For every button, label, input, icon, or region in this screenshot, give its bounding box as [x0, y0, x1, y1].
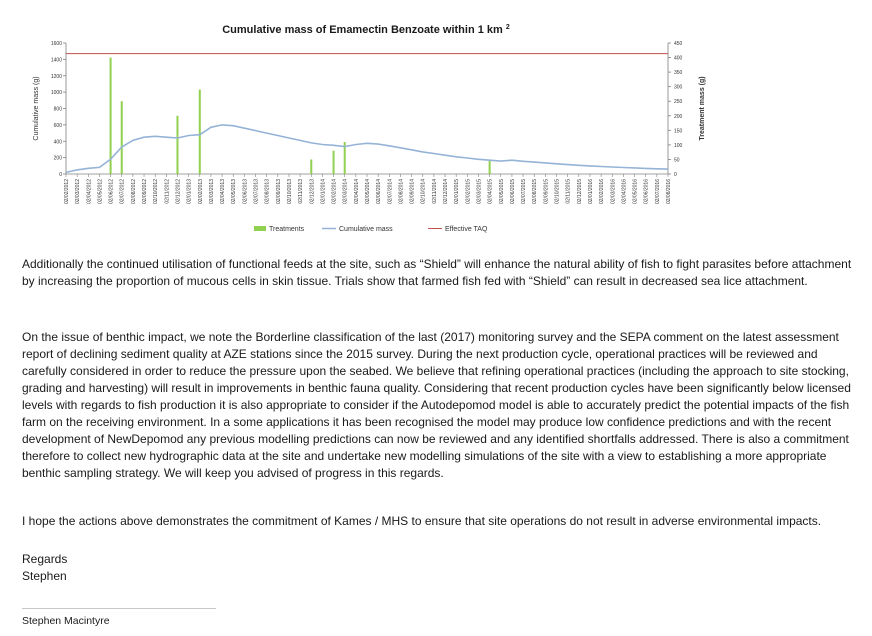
- x-tick-label: 02/07/2012: [119, 179, 126, 205]
- x-tick-label: 02/12/2014: [443, 179, 450, 205]
- y-right-tick-label: 250: [674, 99, 683, 106]
- paragraph-commitment: I hope the actions above demonstrates the commitment of Kames / MHS to ensure that site operations do not result in adverse environmental impacts.: [22, 514, 822, 528]
- x-tick-label: 02/09/2013: [275, 179, 282, 205]
- y-right-tick-label: 200: [674, 113, 683, 120]
- x-tick-label: 02/08/2015: [532, 179, 539, 205]
- chart-title: Cumulative mass of Emamectin Benzoate within 1 km $^2$: [222, 24, 510, 36]
- y-right-tick-label: 400: [674, 55, 683, 62]
- x-tick-label: 02/02/2013: [197, 179, 204, 205]
- x-tick-label: 02/04/2012: [86, 179, 93, 205]
- x-tick-label: 02/07/2016: [654, 179, 661, 205]
- x-tick-label: 02/04/2014: [353, 179, 360, 205]
- x-tick-label: 02/02/2012: [64, 179, 70, 205]
- x-tick-label: 02/11/2012: [164, 179, 171, 204]
- y-right-tick-label: 450: [674, 41, 683, 47]
- x-tick-label: 02/01/2013: [186, 179, 193, 205]
- x-tick-label: 02/09/2014: [409, 179, 416, 205]
- chart-svg: [0, 0, 872, 248]
- x-tick-label: 02/10/2015: [554, 179, 561, 205]
- x-tick-label: 02/10/2014: [420, 179, 427, 205]
- closing: [22, 551, 854, 585]
- y-left-tick-label: 400: [53, 139, 62, 146]
- x-tick-label: 02/03/2016: [610, 179, 617, 205]
- x-tick-label: 02/02/2014: [331, 179, 338, 205]
- y-left-tick-label: 1200: [50, 73, 62, 80]
- legend-label-taq: Effective TAQ: [445, 226, 488, 233]
- legend-label-treatments: Treatments: [269, 226, 305, 233]
- x-tick-label: 02/08/2013: [264, 179, 271, 205]
- treatment-bar: [176, 116, 178, 174]
- y-left-tick-label: 1000: [50, 90, 62, 97]
- closing-regards: Regards: [22, 552, 68, 566]
- y-right-tick-label: 0: [674, 172, 677, 178]
- x-tick-label: 02/03/2013: [208, 179, 215, 205]
- y-left-tick-label: 1600: [50, 41, 62, 47]
- x-tick-label: 02/06/2015: [509, 179, 516, 205]
- x-tick-label: 02/01/2016: [587, 179, 594, 205]
- y-right-tick-label: 100: [674, 142, 683, 149]
- x-tick-label: 02/07/2015: [521, 179, 528, 205]
- x-tick-label: 02/05/2014: [365, 179, 371, 205]
- x-tick-label: 02/08/2014: [398, 179, 405, 205]
- y-left-tick-label: 1400: [50, 57, 62, 64]
- x-tick-label: 02/02/2015: [465, 179, 472, 205]
- x-tick-label: 02/12/2012: [175, 179, 182, 205]
- treatment-bar: [110, 58, 112, 174]
- y-left-tick-label: 0: [59, 172, 62, 178]
- x-tick-label: 02/04/2016: [621, 179, 628, 205]
- x-tick-label: 02/06/2016: [643, 179, 650, 205]
- legend-swatch-treatments: [254, 226, 266, 231]
- x-tick-label: 02/12/2013: [309, 179, 316, 205]
- y-right-tick-label: 300: [674, 84, 683, 91]
- x-tick-label: 02/09/2015: [543, 179, 550, 205]
- x-tick-label: 02/07/2014: [387, 179, 394, 205]
- x-tick-label: 02/07/2013: [253, 179, 260, 205]
- x-tick-label: 02/11/2015: [565, 179, 572, 204]
- y-right-axis-title: Treatment mass (g): [699, 76, 706, 141]
- treatment-bar: [121, 101, 123, 174]
- treatment-bar: [489, 161, 491, 174]
- x-tick-label: 02/06/2013: [242, 179, 249, 205]
- x-tick-label: 02/11/2013: [298, 179, 305, 204]
- closing-sender: Stephen: [22, 569, 67, 583]
- signature-divider: [22, 608, 216, 609]
- chart-figure: [0, 0, 872, 248]
- x-tick-label: 02/09/2012: [142, 179, 149, 205]
- y-right-tick-label: 50: [674, 157, 680, 164]
- x-tick-label: 02/05/2012: [97, 179, 104, 205]
- treatment-bar: [333, 151, 335, 174]
- signature-name: Stephen Macintyre: [22, 615, 110, 627]
- x-tick-label: 02/03/2012: [75, 179, 82, 205]
- x-tick-label: 02/06/2012: [108, 179, 115, 205]
- x-tick-label: 02/08/2016: [666, 179, 672, 205]
- x-tick-label: 02/11/2014: [431, 179, 438, 204]
- treatment-bar: [310, 159, 312, 174]
- x-tick-label: 02/08/2012: [130, 179, 137, 205]
- y-left-tick-label: 600: [53, 122, 62, 129]
- x-tick-label: 02/02/2016: [599, 179, 606, 205]
- x-tick-label: 02/04/2013: [220, 179, 227, 205]
- x-tick-label: 02/01/2014: [320, 179, 327, 205]
- y-left-tick-label: 800: [53, 106, 62, 113]
- y-right-tick-label: 350: [674, 70, 683, 77]
- x-tick-label: 02/06/2014: [376, 179, 383, 205]
- x-tick-label: 02/03/2014: [342, 179, 349, 205]
- x-tick-label: 02/05/2016: [632, 179, 639, 205]
- y-left-tick-label: 200: [53, 155, 62, 162]
- paragraph-benthic-impact: On the issue of benthic impact, we note the Borderline classification of the last (2017) monitoring survey and the SEPA comment on the latest assessment report of declining sediment quality at AZE stations since the 2015 survey. During the next production cycle, operational practices will be reviewed and carefully considered in order to reduce the pressure upon the seabed. We believe that refining operational practices (including the approach to site stocking, grading and harvesting) will result in improvements in benthic fauna quality. Considering that recent production cycles have been significantly below licensed levels with regards to fish production it is also appropriate to consider if the Autodepomod model is able to accurately predict the potential impacts of the fish farm on the receiving environment. In a some applications it has been recognised the model may produce low confidence predictions and with the recent development of NewDepomod any previous modelling predictions can now be reviewed and any identified shortfalls addressed. There is also a commitment therefore to collect new hydrographic data at the site and undertake new modelling simulations of the site with a view to establishing a more appropriate benthic sampling strategy. We will keep you advised of progress in this regards.: [22, 330, 851, 480]
- y-left-axis-title: Cumulative mass (g): [33, 76, 40, 141]
- x-tick-label: 02/05/2013: [231, 179, 238, 205]
- paragraph-feeds: Additionally the continued utilisation of functional feeds at the site, such as “Shield” will enhance the natural ability of fish to fight parasites before attachment by increasing the proportion of mucous cells in skin tissue. Trials show that farmed fish fed with “Shield” can result in decreased sea lice attachment.: [22, 257, 852, 288]
- x-tick-label: 02/10/2013: [286, 179, 293, 205]
- y-right-tick-label: 150: [674, 128, 683, 135]
- x-tick-label: 02/10/2012: [153, 179, 160, 205]
- x-tick-label: 02/03/2015: [476, 179, 483, 205]
- x-tick-label: 02/05/2015: [498, 179, 505, 205]
- x-tick-label: 02/01/2015: [454, 179, 461, 205]
- legend-label-cumulative: Cumulative mass: [339, 226, 393, 233]
- cumulative-mass-line: [66, 125, 668, 172]
- x-tick-label: 02/04/2015: [487, 179, 494, 205]
- x-tick-label: 02/12/2015: [576, 179, 583, 205]
- treatment-bar: [199, 90, 201, 174]
